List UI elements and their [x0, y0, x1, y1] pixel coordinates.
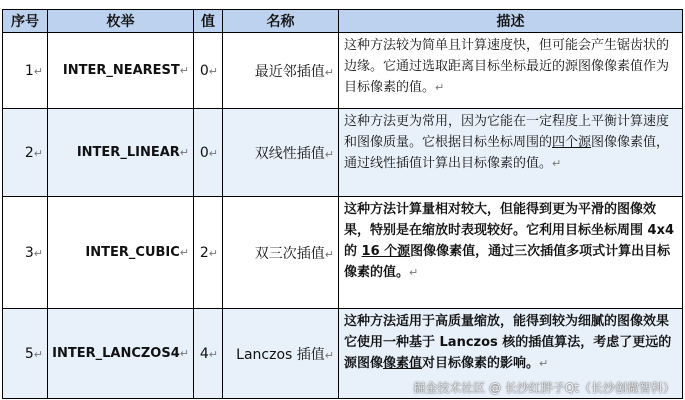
header-row	[3, 10, 683, 33]
row-name: 双三次插值	[254, 245, 325, 262]
paragraph-mark-icon: ↵	[552, 157, 562, 170]
paragraph-mark-icon: ↵	[179, 146, 189, 159]
header-idx: 序号	[3, 10, 48, 33]
row-idx: 5	[24, 345, 34, 362]
paragraph-mark-icon: ↵	[324, 348, 334, 362]
row-value: 0	[199, 62, 209, 79]
paragraph-mark-icon: ↵	[208, 347, 218, 361]
paragraph-mark-icon: ↵	[33, 347, 43, 361]
desc-text: 这种方法计算量相对较大，但能得到更为平滑的图像效果，特别是在缩放时表现较好。它利用目标坐标周围 4x4 的	[344, 202, 675, 259]
row-desc	[339, 197, 683, 309]
paragraph-mark-icon: ↵	[33, 246, 43, 260]
desc-underlined-text: 16 个源	[361, 244, 411, 259]
header-desc: 描述	[339, 10, 683, 33]
paragraph-mark-icon: ↵	[208, 146, 218, 160]
desc-text: 这种方法适用于高质量缩放，能得到较为细腻的图像效果它使用一种基于 Lanczos 核的插值算法，考虑了更远的源图像	[344, 314, 672, 371]
paragraph-mark-icon: ↵	[435, 81, 445, 94]
paragraph-mark-icon: ↵	[324, 247, 334, 261]
table-row	[3, 109, 683, 197]
paragraph-mark-icon: ↵	[179, 64, 189, 77]
row-enum: INTER_CUBIC	[85, 245, 180, 260]
row-name: 最近邻插值	[254, 63, 325, 80]
paragraph-mark-icon: ↵	[324, 147, 334, 161]
desc-text: 对目标像素的影响。	[422, 356, 540, 371]
paragraph-mark-icon: ↵	[539, 357, 549, 370]
row-enum: INTER_NEAREST	[62, 63, 180, 78]
desc-text: 图像像素值，通过三次插值多项式计算出目标像素的值。	[344, 244, 671, 280]
header-name: 名称	[223, 10, 339, 33]
desc-underlined-text: 四个源	[552, 135, 592, 150]
desc-text: 这种方法更为常用，因为它能在一定程度上平衡计算速度和图像质量。它根据目标坐标周围的	[344, 114, 670, 150]
row-desc	[339, 109, 683, 197]
row-value: 4	[199, 345, 209, 362]
header-enum: 枚举	[48, 10, 194, 33]
paragraph-mark-icon: ↵	[33, 146, 43, 160]
row-idx: 3	[24, 244, 34, 261]
paragraph-mark-icon: ↵	[208, 64, 218, 78]
paragraph-mark-icon: ↵	[208, 246, 218, 260]
interpolation-table	[2, 9, 683, 399]
paragraph-mark-icon: ↵	[409, 266, 419, 279]
paragraph-mark-icon: ↵	[33, 64, 43, 78]
row-value: 2	[199, 244, 209, 261]
desc-text: 这种方法较为简单且计算速度快，但可能会产生锯齿状的边缘。它通过选取距离目标坐标最近的源图像像素值作为目标像素的值。	[344, 38, 670, 95]
desc-text: 图像像素值，通过线性插值计算出目标像素的值。	[344, 135, 670, 171]
row-idx: 1	[24, 62, 34, 79]
row-idx: 2	[24, 144, 34, 161]
table-row	[3, 33, 683, 109]
paragraph-mark-icon: ↵	[179, 246, 189, 259]
row-enum: INTER_LANCZOS4	[52, 346, 180, 361]
row-value: 0	[199, 144, 209, 161]
paragraph-mark-icon: ↵	[324, 65, 334, 79]
paragraph-mark-icon: ↵	[179, 347, 189, 360]
row-name: Lanczos 插值	[236, 346, 325, 363]
row-desc	[339, 33, 683, 109]
table-row	[3, 197, 683, 309]
header-value: 值	[194, 10, 223, 33]
row-enum: INTER_LINEAR	[76, 145, 180, 160]
desc-underlined-text: 像素值	[383, 356, 423, 371]
watermark: 掘金技术社区 @ 长沙红胖子Qt（长沙创微智科）	[413, 381, 675, 395]
row-name: 双线性插值	[254, 145, 325, 162]
